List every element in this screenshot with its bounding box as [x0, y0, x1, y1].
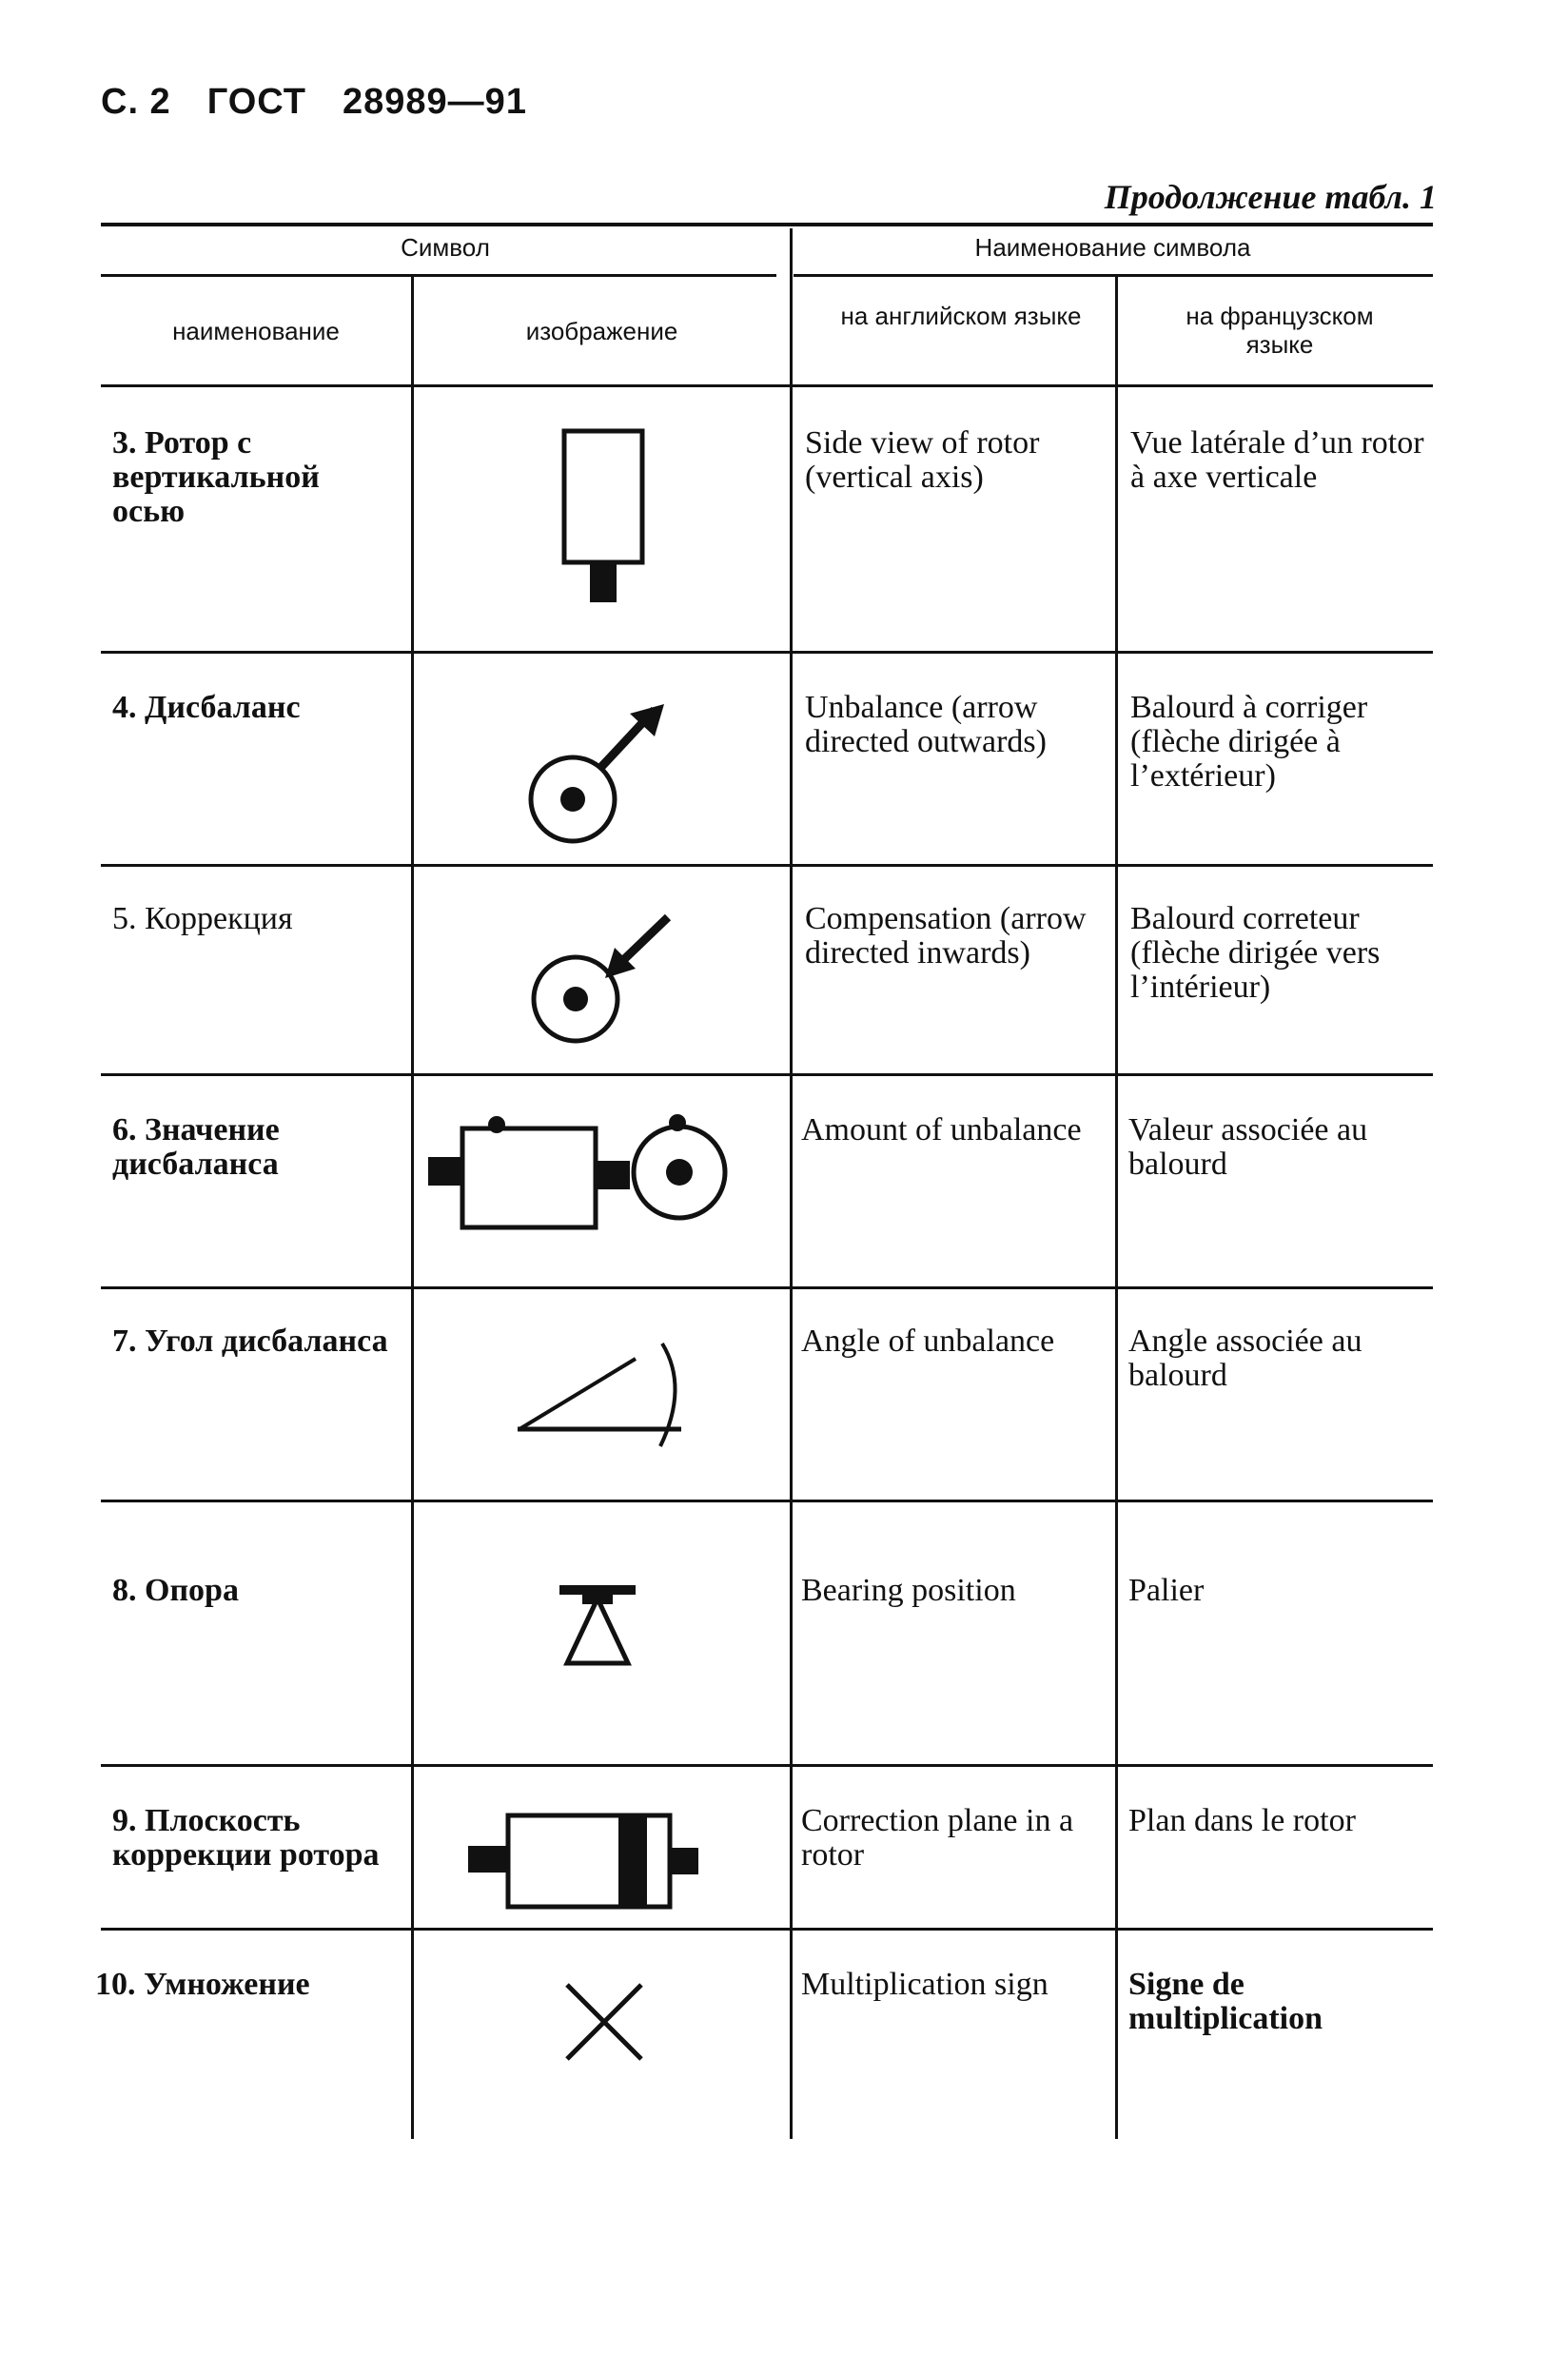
row-english: Compensation (arrow directed inwards): [805, 901, 1087, 971]
row-name: 6. Значение дисбаланса: [112, 1112, 280, 1182]
header-sub-rule-right: [794, 274, 1433, 277]
header-sub-rule-left: [101, 274, 776, 277]
row-french: Valeur associée au balourd: [1128, 1112, 1368, 1182]
header-symbol-name: Наименование символа: [974, 233, 1251, 262]
header-col-name: наименование: [172, 317, 340, 345]
correction-plane-icon: [468, 1810, 715, 1914]
compensation-arrow-inward-icon: [523, 912, 676, 1047]
row-english: Unbalance (arrow directed outwards): [805, 690, 1047, 759]
row-english: Angle of unbalance: [801, 1324, 1055, 1359]
multiplication-sign-icon: [563, 1981, 645, 2063]
row-french: Angle associée au balourd: [1128, 1324, 1362, 1393]
page-number: С. 2: [101, 82, 171, 122]
row-english: Correction plane in a rotor: [801, 1803, 1074, 1873]
row-name: 5. Коррекция: [112, 901, 293, 936]
document-number: 28989—91: [343, 82, 527, 122]
angle-of-unbalance-icon: [514, 1336, 695, 1450]
row-english: Multiplication sign: [801, 1967, 1049, 2002]
row-english: Amount of unbalance: [801, 1112, 1082, 1147]
row-divider: [101, 1500, 1433, 1502]
column-rule: [411, 274, 414, 2139]
row-divider: [101, 1764, 1433, 1767]
row-english: Side view of rotor (vertical axis): [805, 425, 1040, 495]
column-rule: [1115, 274, 1118, 2139]
header-bottom-rule: [101, 384, 1433, 387]
header-col-image: изображение: [525, 317, 678, 345]
standard-label: ГОСТ: [206, 82, 307, 122]
table-top-rule: [101, 223, 1433, 226]
row-name: 8. Опора: [112, 1573, 239, 1608]
header-col-english: на английском языке: [840, 302, 1082, 330]
unbalance-arrow-outward-icon: [523, 704, 666, 847]
column-rule: [790, 228, 793, 2139]
table-continuation-label: Продолжение табл. 1: [1104, 178, 1437, 216]
row-french: Signe de multiplication: [1128, 1967, 1323, 2036]
row-divider: [101, 1928, 1433, 1931]
header-symbol: Символ: [401, 233, 490, 262]
row-english: Bearing position: [801, 1573, 1016, 1608]
amount-of-unbalance-icon: [428, 1111, 742, 1245]
bearing-position-icon: [556, 1583, 641, 1669]
row-name: 9. Плоскость коррекции ротора: [112, 1803, 380, 1873]
running-header: [101, 82, 563, 123]
rotor-vertical-axis-icon: [561, 428, 657, 609]
row-name: 4. Дисбаланс: [112, 690, 301, 725]
row-name: 10. Умножение: [95, 1967, 310, 2002]
row-french: Vue latérale d’un rotor à axe verticale: [1130, 425, 1424, 495]
row-divider: [101, 651, 1433, 654]
row-divider: [101, 1073, 1433, 1076]
row-name: 7. Угол дисбаланса: [112, 1324, 388, 1359]
row-divider: [101, 1286, 1433, 1289]
row-french: Plan dans le rotor: [1128, 1803, 1356, 1838]
row-divider: [101, 864, 1433, 867]
row-name: 3. Ротор с вертикальной осью: [112, 425, 320, 529]
row-french: Palier: [1128, 1573, 1205, 1608]
row-french: Balourd correteur (flèche dirigée vers l’intérieur): [1130, 901, 1381, 1005]
row-french: Balourd à corriger (flèche dirigée à l’extérieur): [1130, 690, 1368, 794]
header-col-french: на французском языке: [1186, 302, 1374, 359]
